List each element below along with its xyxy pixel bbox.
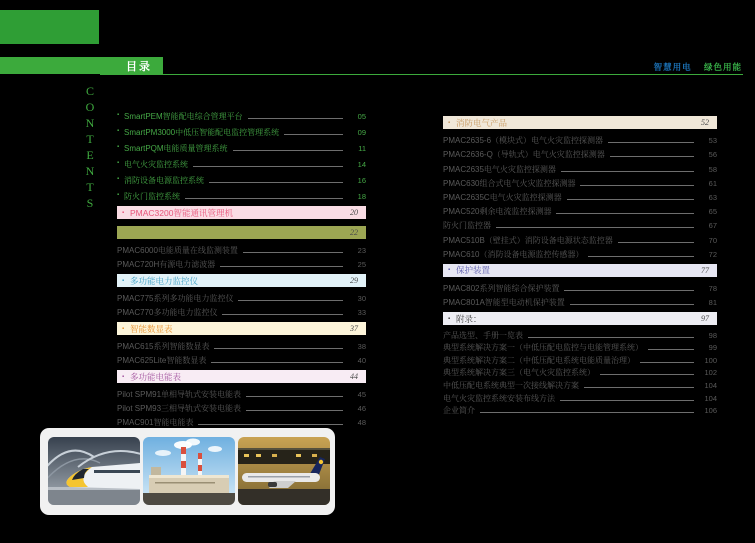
toc-section-page: 52	[701, 118, 709, 127]
toc-item-page: 33	[357, 308, 366, 317]
toc-item	[443, 328, 717, 341]
bullet-icon: ▪	[448, 119, 451, 126]
toc-section-label: PMAC3200智能通讯管理机	[130, 207, 233, 218]
dotted-leader	[211, 362, 343, 363]
toc-item	[117, 138, 366, 154]
toc-item	[443, 203, 717, 217]
toc-item-page: 61	[708, 178, 717, 188]
toc-item	[443, 132, 717, 146]
bullet-icon: ▪	[117, 144, 120, 150]
dotted-leader	[610, 156, 694, 157]
toc-item-page: 104	[704, 393, 717, 403]
toc-section-bar	[443, 312, 717, 325]
toc-item	[443, 217, 717, 231]
toc-item	[443, 353, 717, 366]
bullet-icon: ▪	[122, 325, 125, 332]
toc-item-label: PMAC720H有源电力滤波器	[117, 260, 216, 269]
toc-item-label: PMAC510B（壁挂式）消防设备电源状态监控器	[443, 235, 613, 245]
dotted-leader	[580, 185, 694, 186]
toc-item-label: PMAC520剩余电流监控探测器	[443, 207, 552, 217]
toc-item	[117, 304, 366, 318]
bullet-icon: ▪	[122, 277, 125, 284]
bullet-icon: ▪	[122, 373, 125, 380]
bullet-icon: ▪	[117, 160, 120, 166]
toc-item-page: 30	[357, 294, 366, 303]
dotted-leader	[564, 290, 694, 291]
toc-item-page: 14	[357, 160, 366, 169]
toc-section-page: 44	[350, 372, 358, 381]
toc-item-label: 中低压配电系统典型一次接线解决方案	[443, 381, 579, 391]
toc-item	[443, 341, 717, 354]
dotted-leader	[570, 304, 694, 305]
toc-item	[443, 391, 717, 404]
dotted-leader	[588, 256, 694, 257]
toc-item	[117, 154, 366, 170]
header-slogan	[654, 61, 742, 73]
toc-item-label: PMAC2635电气火灾监控探测器	[443, 164, 556, 174]
bullet-icon: ▪	[117, 128, 120, 134]
power-plant-photo	[143, 437, 235, 505]
toc-item	[117, 386, 366, 400]
toc-item	[443, 189, 717, 203]
toc-section-bar	[443, 264, 717, 277]
toc-item-page: 70	[708, 235, 717, 245]
toc-item	[443, 246, 717, 260]
dotted-leader	[193, 166, 343, 167]
toc-item-label: PMAC630组合式电气火灾监控探测器	[443, 178, 576, 188]
toc-item-page: 106	[704, 406, 717, 416]
toc-item-label: Pilot SPM93三相导轨式安装电能表	[117, 404, 242, 413]
bullet-icon: ▪	[448, 267, 451, 274]
toc-item	[443, 146, 717, 160]
dotted-leader	[248, 118, 343, 119]
toc-section-bar	[117, 226, 366, 239]
toc-item-page: 78	[708, 283, 717, 293]
toc-item	[117, 122, 366, 138]
bullet-icon: ▪	[117, 192, 120, 198]
dotted-leader	[480, 412, 694, 413]
toc-item-label: 典型系统解决方案一（中低压配电监控与电能管理系统）	[443, 343, 643, 353]
dotted-leader	[284, 134, 343, 135]
dotted-leader	[556, 213, 694, 214]
dotted-leader	[185, 198, 343, 199]
toc-item-page: 38	[357, 342, 366, 351]
toc-item-page: 18	[357, 192, 366, 201]
toc-item-page: 09	[357, 128, 366, 137]
toc-item-page: 67	[708, 221, 717, 231]
toc-item-label: PMAC610（消防设备电源监控传感器）	[443, 249, 584, 259]
toc-section-bar	[443, 116, 717, 129]
toc-item-page: 65	[708, 207, 717, 217]
toc-item	[117, 106, 366, 122]
toc-item	[443, 175, 717, 189]
toc-item-page: 11	[358, 144, 366, 153]
dotted-leader	[567, 199, 694, 200]
toc-item	[117, 186, 366, 202]
toc-section-label: 附录：	[456, 313, 482, 324]
toc-item-page: 72	[708, 249, 717, 259]
bullet-icon: ▪	[122, 209, 125, 216]
passenger-aircraft-photo	[238, 437, 330, 505]
toc-item-page: 100	[704, 355, 717, 365]
toc-item-page: 102	[704, 368, 717, 378]
toc-item	[443, 160, 717, 174]
toc-item-label: 防火门监控器	[443, 221, 491, 231]
toc-item-label: PMAC802系列智能综合保护装置	[443, 283, 560, 293]
toc-item-page: 104	[704, 381, 717, 391]
toc-section-label: 智能数显表	[130, 323, 173, 334]
bullet-icon: ▪	[448, 315, 451, 322]
toc-item-label: PMAC2636-Q（导轨式）电气火灾监控探测器	[443, 150, 605, 160]
toc-item-label: 企业简介	[443, 406, 475, 416]
page-title-bar	[0, 57, 163, 74]
toc-item-label: SmartPM3000中低压智能配电监控管理系统	[124, 128, 280, 137]
toc-item-label: 电气火灾监控系统安装布线方法	[443, 393, 555, 403]
contents-side-label: CONTENTS	[83, 84, 97, 212]
dotted-leader	[561, 171, 694, 172]
toc-section-page: 97	[701, 314, 709, 324]
toc-item	[443, 280, 717, 294]
toc-item-label: 消防设备电源监控系统	[124, 176, 204, 185]
dotted-leader	[618, 242, 694, 243]
toc-section-label: 多功能电能表	[130, 371, 182, 382]
toc-section-label: 多功能电力监控仪	[130, 275, 199, 286]
toc-item-label: 典型系统解决方案二（中低压配电系统电能质量治理）	[443, 355, 635, 365]
dotted-leader	[222, 314, 343, 315]
toc-item	[443, 366, 717, 379]
toc-section-bar	[117, 274, 366, 287]
toc-item-label: PMAC6000电能质量在线监测装置	[117, 246, 238, 255]
toc-left-column	[117, 106, 366, 428]
toc-item-page: 25	[357, 260, 366, 269]
page-title: 目录	[126, 60, 152, 73]
toc-item-page: 23	[357, 246, 366, 255]
dotted-leader	[198, 424, 343, 425]
toc-item-label: PMAC625Lite智能数显表	[117, 356, 207, 365]
toc-item-page: 48	[357, 418, 366, 427]
toc-section-page: 37	[350, 324, 358, 333]
toc-section-page: 29	[350, 276, 358, 285]
toc-item-label: PMAC770多功能电力监控仪	[117, 308, 218, 317]
toc-item-label: 防火门监控系统	[124, 192, 180, 201]
toc-item-page: 40	[357, 356, 366, 365]
dotted-leader	[600, 374, 694, 375]
toc-item-label: 产品选型、手册一览表	[443, 330, 523, 340]
dotted-leader	[608, 142, 694, 143]
toc-section-page: 22	[350, 228, 358, 237]
toc-section-label: 消防电气产品	[456, 117, 508, 128]
toc-item-label: PMAC2635-6（模块式）电气火灾监控探测器	[443, 136, 604, 146]
toc-item-label: PMAC615系列智能数显表	[117, 342, 210, 351]
toc-item-page: 63	[708, 192, 717, 202]
dotted-leader	[560, 400, 694, 401]
toc-item-page: 56	[708, 150, 717, 160]
toc-item-label: PMAC2635C电气火灾监控探测器	[443, 192, 562, 202]
toc-item	[117, 256, 366, 270]
dotted-leader	[246, 410, 343, 411]
toc-item-page: 45	[357, 390, 366, 399]
slogan-green-energy: 绿色用能	[703, 62, 742, 72]
slogan-smart-power: 智慧用电	[653, 62, 692, 72]
toc-item	[443, 231, 717, 245]
high-speed-train-photo	[48, 437, 140, 505]
toc-item-label: PMAC775系列多功能电力监控仪	[117, 294, 234, 303]
toc-item	[443, 294, 717, 308]
toc-right-column	[443, 112, 717, 416]
toc-item-page: 46	[357, 404, 366, 413]
toc-section-bar	[117, 370, 366, 383]
photo-strip-panel	[40, 428, 335, 515]
header-rule	[100, 74, 743, 75]
dotted-leader	[233, 150, 343, 151]
toc-item	[117, 352, 366, 366]
green-corner-block	[0, 10, 99, 44]
toc-item-page: 58	[708, 164, 717, 174]
toc-item-label: PMAC901智能电能表	[117, 418, 194, 427]
toc-item	[117, 290, 366, 304]
toc-item	[117, 170, 366, 186]
toc-item	[443, 404, 717, 417]
toc-item	[117, 242, 366, 256]
bullet-icon: ▪	[117, 176, 120, 182]
toc-item	[117, 414, 366, 428]
toc-item-page: 16	[357, 176, 366, 185]
toc-item-label: SmartPQM电能质量管理系统	[124, 144, 228, 153]
toc-item-label: Pilot SPM91单相导轨式安装电能表	[117, 390, 242, 399]
dotted-leader	[209, 182, 343, 183]
dotted-leader	[238, 300, 343, 301]
toc-section-bar	[117, 206, 366, 219]
toc-item-page: 53	[708, 136, 717, 146]
toc-item	[443, 378, 717, 391]
toc-item	[117, 338, 366, 352]
dotted-leader	[220, 266, 343, 267]
toc-section-label: 保护装置	[456, 265, 491, 276]
toc-section-page: 20	[350, 208, 358, 217]
toc-section-page: 77	[701, 265, 709, 275]
toc-item-page: 81	[708, 298, 717, 308]
toc-item	[117, 400, 366, 414]
toc-item-page: 98	[708, 330, 717, 340]
toc-item-label: 典型系统解决方案三（电气火灾监控系统）	[443, 368, 595, 378]
dotted-leader	[640, 362, 694, 363]
dotted-leader	[648, 349, 694, 350]
dotted-leader	[246, 396, 343, 397]
dotted-leader	[584, 387, 694, 388]
bullet-icon: ▪	[117, 112, 120, 118]
toc-item-label: PMAC801A智能型电动机保护装置	[443, 298, 565, 308]
dotted-leader	[496, 227, 694, 228]
dotted-leader	[243, 252, 343, 253]
toc-section-bar	[117, 322, 366, 335]
toc-item-label: SmartPEM智能配电综合管理平台	[124, 112, 243, 121]
toc-item-page: 99	[708, 343, 717, 353]
dotted-leader	[528, 337, 694, 338]
toc-item-label: 电气火灾监控系统	[124, 160, 188, 169]
dotted-leader	[214, 348, 343, 349]
toc-item-page: 05	[357, 112, 366, 121]
